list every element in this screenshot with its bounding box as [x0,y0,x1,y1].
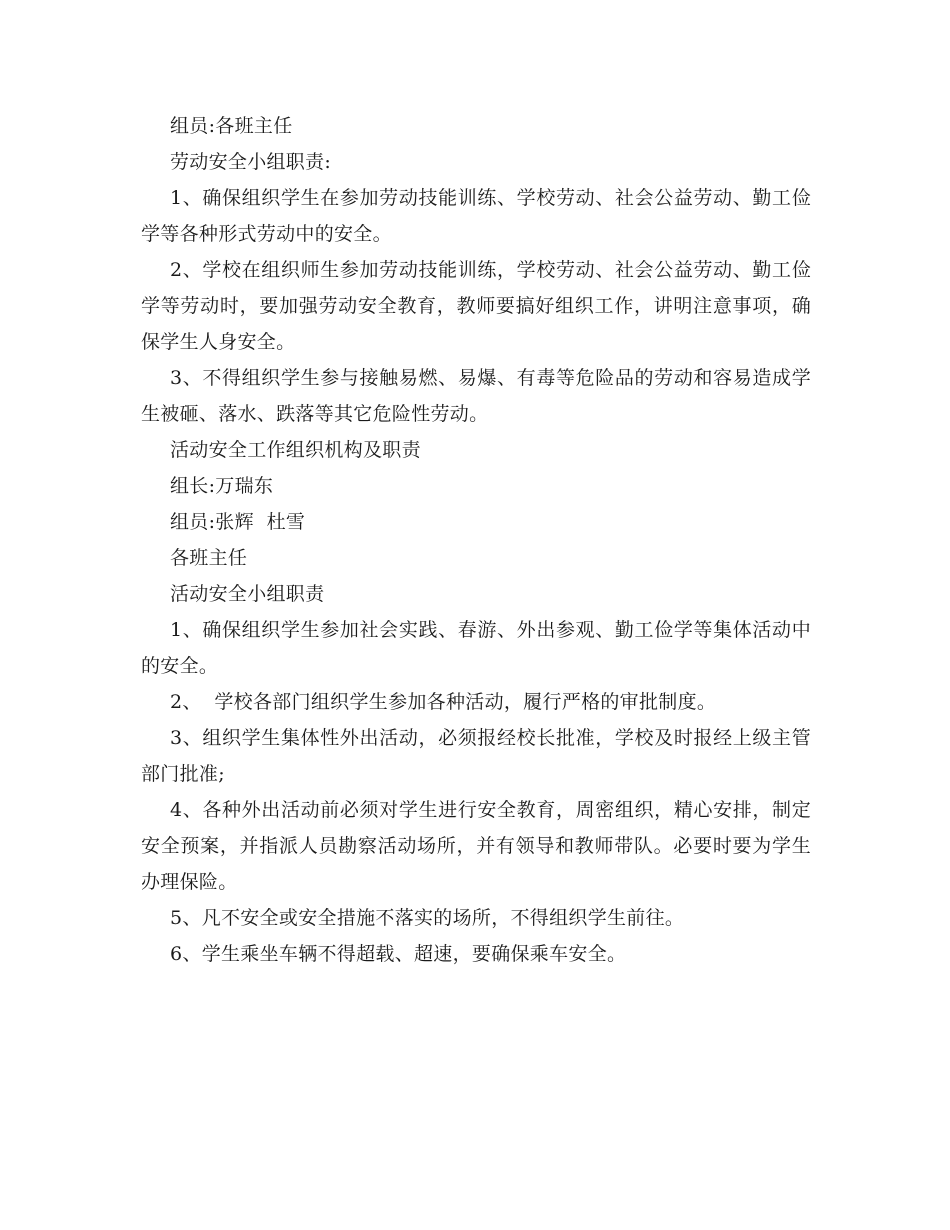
paragraph-group-leader: 组长:万瑞东 [170,475,274,497]
paragraph-members: 组员:各班主任 [170,115,293,137]
paragraph-activity-item-2: 2、 学校各部门组织学生参加各种活动，履行严格的审批制度。 [170,691,717,713]
paragraph-group-members: 组员:张辉 杜雪 [170,511,306,533]
paragraph-activity-item-1: 1、确保组织学生参加社会实践、春游、外出参观、勤工俭学等集体活动中的安全。 [141,619,811,677]
paragraph-activity-safety-heading: 活动安全小组职责 [170,583,325,605]
paragraph-labor-item-2: 2、学校在组织师生参加劳动技能训练，学校劳动、社会公益劳动、勤工俭学等劳动时，要加强劳动安全教育，教师要搞好组织工作，讲明注意事项，确保学生人身安全。 [141,259,811,353]
paragraph-labor-safety-heading: 劳动安全小组职责: [170,151,332,173]
paragraph-labor-item-3: 3、不得组织学生参与接触易燃、易爆、有毒等危险品的劳动和容易造成学生被砸、落水、跌落等其它危险性劳动。 [141,367,811,425]
paragraph-class-teachers: 各班主任 [170,547,248,569]
paragraph-labor-item-1: 1、确保组织学生在参加劳动技能训练、学校劳动、社会公益劳动、勤工俭学等各种形式劳动中的安全。 [141,187,811,245]
paragraph-activity-item-5: 5、凡不安全或安全措施不落实的场所，不得组织学生前往。 [170,907,685,929]
paragraph-activity-item-6: 6、学生乘坐车辆不得超载、超速，要确保乘车安全。 [170,943,627,965]
paragraph-activity-item-3: 3、组织学生集体性外出活动，必须报经校长批准，学校及时报经上级主管部门批准; [141,727,811,785]
document-body [141,108,811,972]
paragraph-activity-item-4: 4、各种外出活动前必须对学生进行安全教育，周密组织，精心安排，制定安全预案，并指派人员勘察活动场所，并有领导和教师带队。必要时要为学生办理保险。 [141,799,811,893]
paragraph-activity-org-heading: 活动安全工作组织机构及职责 [170,439,421,461]
